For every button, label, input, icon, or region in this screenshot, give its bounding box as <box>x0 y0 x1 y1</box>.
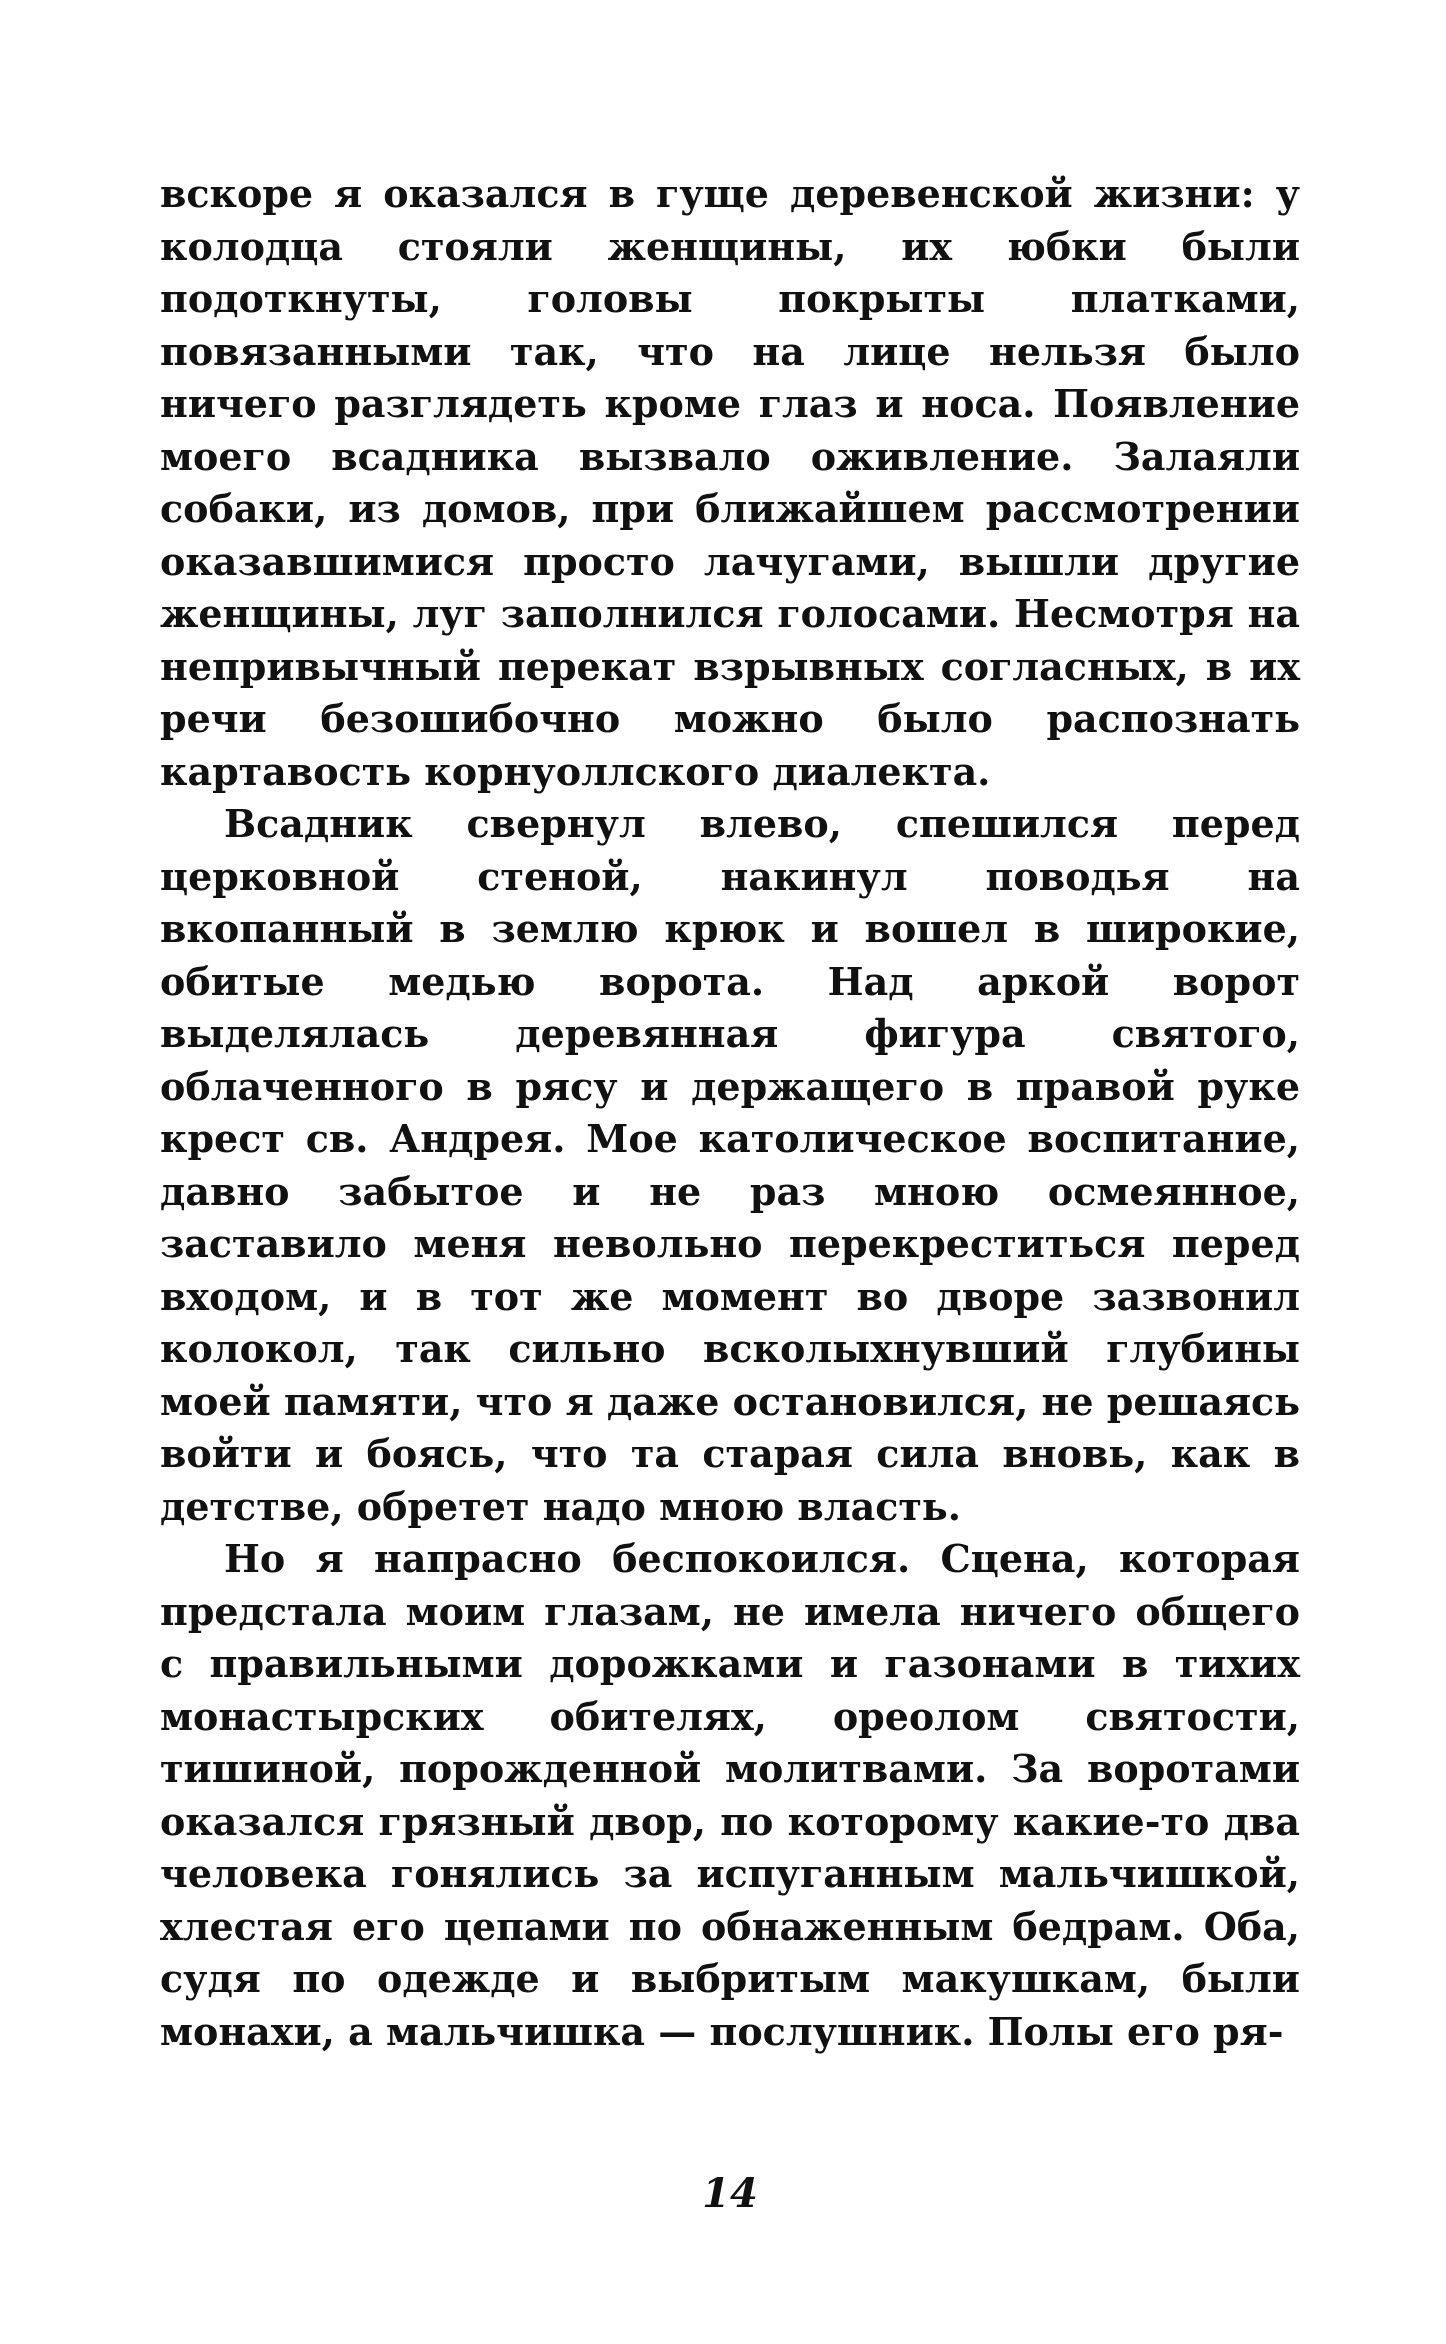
paragraph-3: Но я напрасно беспокоился. Сцена, которая предстала моим глазам, не имела ничего общего с правильными дорожками и газонами в тихих монастырских обителях, ореолом святости, тишиной, порожденной молитвами. За воротами оказался грязный двор, по которому какие-то два человека гонялись за испуганным мальчишкой, хлестая его цепами по обнаженным бедрам. Оба, судя по одежде и выбритым макушкам, были монахи, а мальчишка — послушник. Полы его ря- <box>160 1536 1300 2054</box>
body-text <box>160 168 1300 2058</box>
page-number: 14 <box>702 2170 758 2217</box>
paragraph-2: Всадник свернул влево, спешился перед церковной стеной, накинул поводья на вкопанный в землю крюк и вошел в широкие, обитые медью ворота. Над аркой ворот выделялась деревянная фигура святого, облаченного в рясу и держащего в правой руке крест св. Андрея. Мое католическое воспитание, давно забытое и не раз мною осмеянное, заставило меня невольно перекреститься перед входом, и в тот же момент во дворе зазвонил колокол, так сильно всколыхнувший глубины моей памяти, что я даже остановился, не решаясь войти и боясь, что та старая сила вновь, как в детстве, обретет надо мною власть. <box>160 801 1300 1529</box>
book-page <box>160 168 1300 2308</box>
paragraph-1: вскоре я оказался в гуще деревенской жизни: у колодца стояли женщины, их юбки были подоткнуты, головы покрыты платками, повязанными так, что на лице нельзя было ничего разглядеть кроме глаз и носа. Появление моего всадника вызвало оживление. Залаяли собаки, из домов, при ближайшем рассмотрении оказавшимися просто лачугами, вышли другие женщины, луг заполнился голосами. Несмотря на непривычный перекат взрывных согласных, в их речи безошибочно можно было распознать картавость корнуоллского диалекта. <box>160 171 1300 794</box>
